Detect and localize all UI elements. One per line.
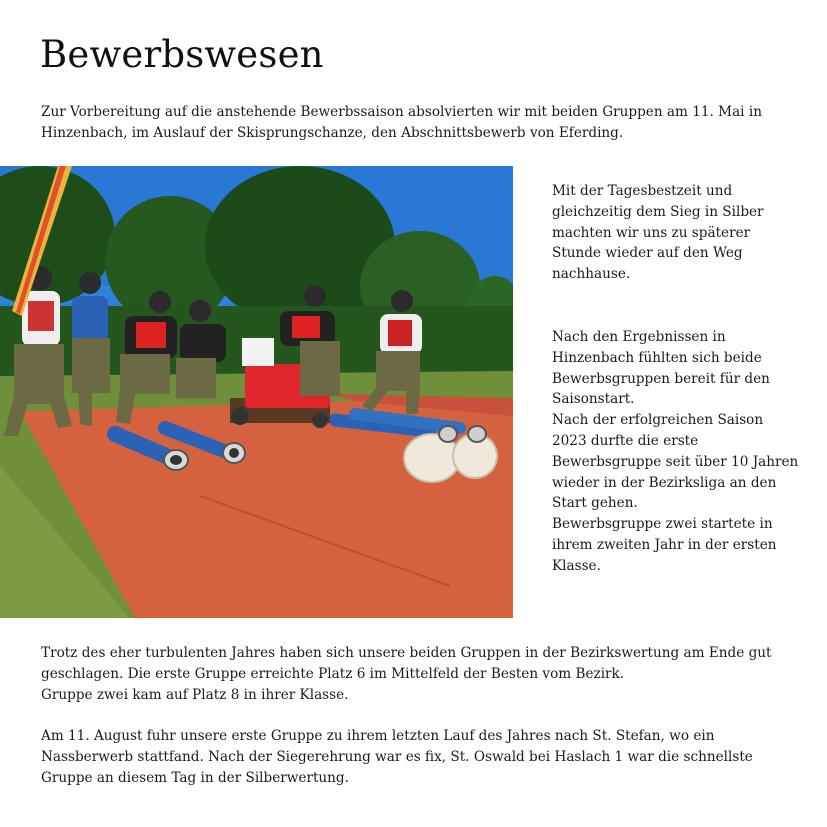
- side-paragraph-1: Mit der Tagesbestzeit und gleichzeitig dem Sieg in Silber machten wir uns zu späterer Stunde wieder auf den Weg nachhause.: [552, 183, 764, 283]
- side-paragraph-2-line: Nach der erfolgreichen Saison 2023 durfte die erste Bewerbsgruppe seit über 10 Jahren wieder in der Bezirksliga an den Start gehen.: [552, 412, 799, 512]
- side-paragraph-2: [552, 327, 802, 577]
- side-paragraph-2-line: Bewerbsgruppe zwei startete in ihrem zweiten Jahr in der ersten Klasse.: [552, 516, 777, 574]
- page-title: Bewerbswesen: [40, 33, 324, 76]
- side-paragraph-2-line: Nach den Ergebnissen in Hinzenbach fühlten sich beide Bewerbsgruppen bereit für den Saisonstart.: [552, 329, 770, 408]
- bottom-paragraph-2: Am 11. August fuhr unsere erste Gruppe zu ihrem letzten Lauf des Jahres nach St. Stefan, wo ein Nassberwerb stattfand. Nach der Siegerehrung war es fix, St. Oswald bei Haslach 1 war die schnellste Gruppe an diesem Tag in der Silberwertung.: [41, 728, 753, 786]
- bottom-paragraph-1-line: Trotz des eher turbulenten Jahres haben sich unsere beiden Gruppen in der Bezirkswertung am Ende gut geschlagen. Die erste Gruppe erreichte Platz 6 im Mittelfeld der Besten vom Bezirk.: [41, 645, 772, 682]
- competition-photo: [0, 166, 513, 618]
- bottom-paragraph-1-line: Gruppe zwei kam auf Platz 8 in ihrer Klasse.: [41, 686, 349, 703]
- intro-paragraph: Zur Vorbereitung auf die anstehende Bewerbssaison absolvierten wir mit beiden Gruppen am 11. Mai in Hinzenbach, im Auslauf der Skisprungschanze, den Abschnittsbewerb von Eferding.: [41, 104, 762, 141]
- bottom-paragraph-1: [41, 643, 801, 705]
